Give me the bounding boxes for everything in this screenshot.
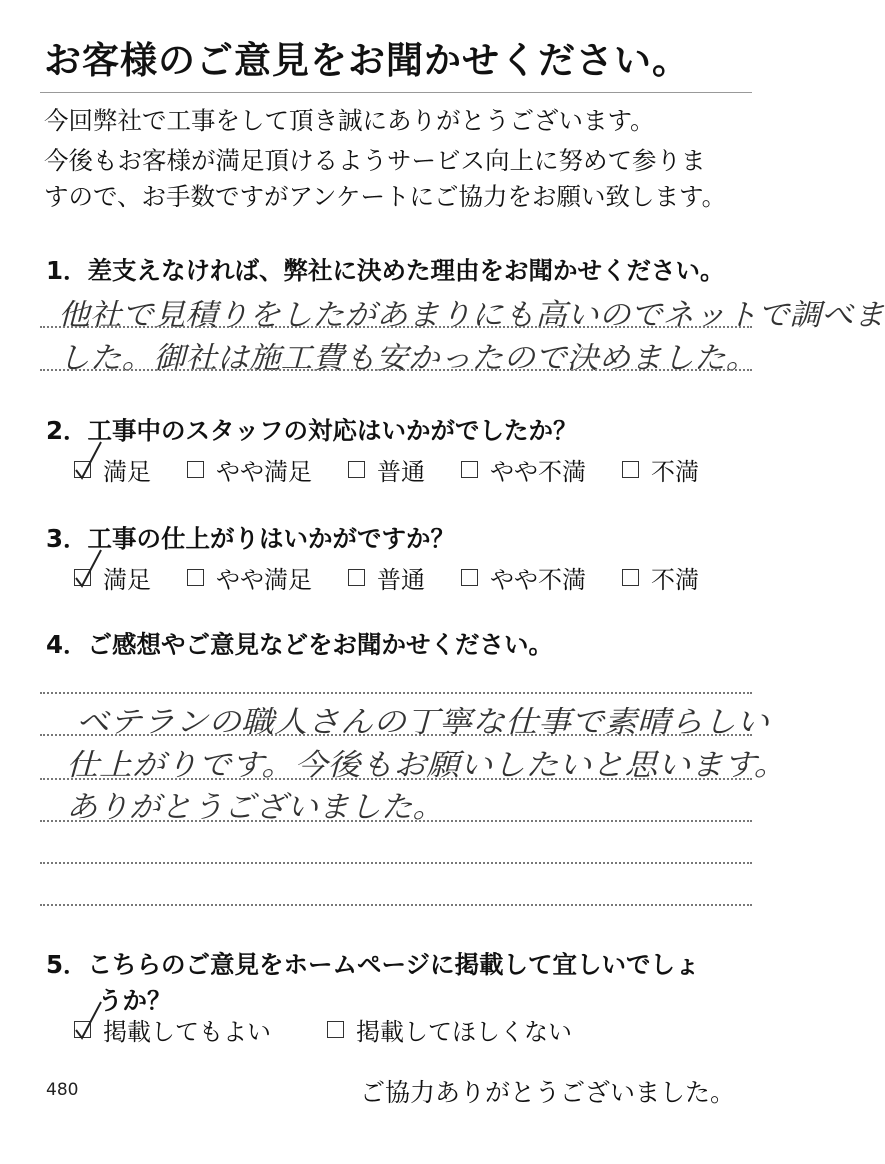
checkbox[interactable] [348, 461, 365, 478]
checkbox[interactable] [622, 569, 639, 586]
answer-rule [40, 326, 752, 328]
q5-option-keisai-ng[interactable] [327, 1012, 572, 1047]
checkbox[interactable] [187, 569, 204, 586]
checkbox[interactable] [327, 1021, 344, 1038]
q3-option-futsuu[interactable] [348, 560, 425, 595]
q5-option-keisai-ok[interactable] [74, 1012, 271, 1047]
q3-option-yaya-manzoku[interactable] [187, 560, 312, 595]
checkmark-icon [71, 548, 105, 592]
checkmark-icon [71, 1000, 105, 1044]
q3-option-label: 不満 [651, 566, 699, 594]
q2-option-label: 普通 [377, 458, 425, 486]
intro-line-3: すので、お手数ですがアンケートにご協力をお願い致します。 [44, 182, 727, 211]
q3-option-label: やや満足 [216, 566, 312, 594]
answer-rule [40, 692, 752, 694]
answer-rule [40, 862, 752, 864]
q2-option-fuman[interactable] [622, 452, 699, 487]
closing-message: ご協力ありがとうございました。 [360, 1078, 736, 1107]
answer-rule [40, 904, 752, 906]
checkbox-checked[interactable] [74, 569, 91, 586]
answer-rule [40, 734, 752, 736]
q3-option-manzoku[interactable] [74, 560, 151, 595]
q5-option-label: 掲載してほしくない [356, 1018, 572, 1046]
checkbox-checked[interactable] [74, 461, 91, 478]
q5-option-label: 掲載してもよい [103, 1018, 271, 1046]
checkbox[interactable] [622, 461, 639, 478]
q2-option-label: やや不満 [490, 458, 586, 486]
q3-options [74, 560, 699, 595]
question-5-line-1: 5．こちらのご意見をホームページに掲載して宜しいでしょ [46, 950, 700, 979]
q2-option-futsuu[interactable] [348, 452, 425, 487]
q3-option-label: 普通 [377, 566, 425, 594]
q4-handwritten-answer-line-2: 仕上がりです。今後もお願いしたいと思います。 [66, 748, 787, 783]
q1-handwritten-answer-line-2: した。御社は施工費も安かったので決めました。 [58, 341, 758, 376]
checkbox-checked[interactable] [74, 1021, 91, 1038]
question-2: 2．工事中のスタッフの対応はいかがでしたか？ [46, 416, 578, 445]
answer-rule [40, 369, 752, 371]
page-number: 480 [46, 1080, 79, 1100]
intro-line-2: 今後もお客様が満足頂けるようサービス向上に努めて参りま [44, 146, 706, 175]
intro-line-1: 今回弊社で工事をして頂き誠にありがとうございます。 [44, 106, 655, 135]
page-title: お客様のご意見をお聞かせください。 [44, 39, 690, 82]
q4-handwritten-answer-line-3: ありがとうございました。 [66, 790, 444, 825]
q3-option-fuman[interactable] [622, 560, 699, 595]
checkbox[interactable] [187, 461, 204, 478]
q2-option-manzoku[interactable] [74, 452, 151, 487]
checkmark-icon [71, 440, 105, 484]
checkbox[interactable] [461, 461, 478, 478]
q5-options [74, 1012, 572, 1047]
q2-option-yaya-manzoku[interactable] [187, 452, 312, 487]
q2-options [74, 452, 699, 487]
q4-handwritten-answer-line-1: ベテランの職人さんの丁寧な仕事で素晴らしい [76, 705, 769, 740]
question-3: 3．工事の仕上がりはいかがですか？ [46, 524, 456, 553]
q2-option-label: やや満足 [216, 458, 312, 486]
q1-handwritten-answer-line-1: 他社で見積りをしたがあまりにも高いのでネットで調べま [58, 298, 885, 333]
question-1: 1．差支えなければ、弊社に決めた理由をお聞かせください。 [46, 256, 725, 285]
checkbox[interactable] [348, 569, 365, 586]
q2-option-yaya-fuman[interactable] [461, 452, 586, 487]
q3-option-yaya-fuman[interactable] [461, 560, 586, 595]
q2-option-label: 満足 [103, 458, 151, 486]
answer-rule [40, 820, 752, 822]
question-4: 4．ご感想やご意見などをお聞かせください。 [46, 630, 554, 659]
title-divider [40, 92, 752, 93]
answer-rule [40, 778, 752, 780]
question-5-line-2: うか？ [98, 986, 172, 1015]
q3-option-label: 満足 [103, 566, 151, 594]
checkbox[interactable] [461, 569, 478, 586]
q3-option-label: やや不満 [490, 566, 586, 594]
q2-option-label: 不満 [651, 458, 699, 486]
